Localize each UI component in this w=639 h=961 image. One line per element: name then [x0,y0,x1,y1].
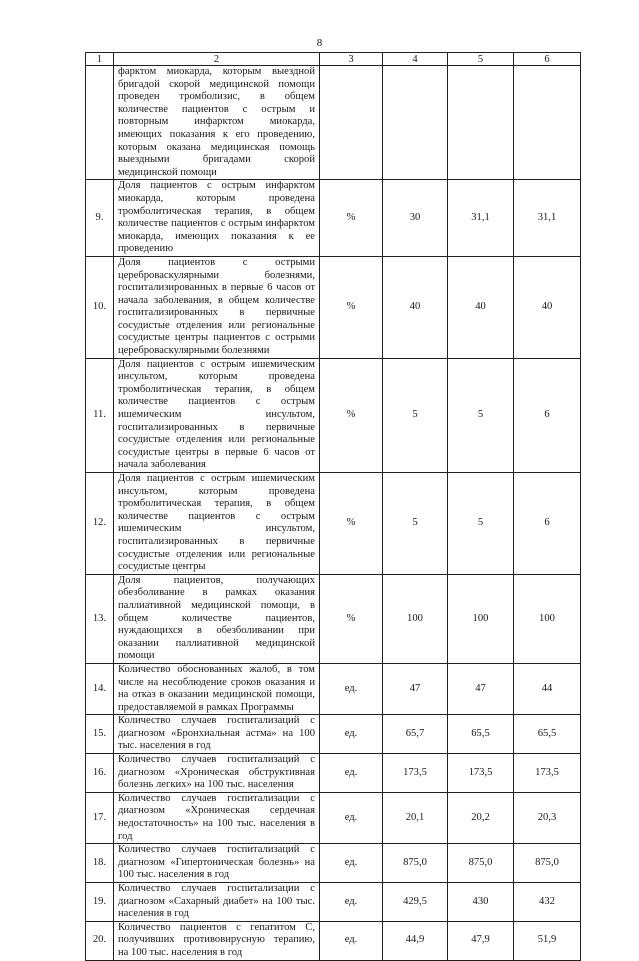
value-year-1: 5 [383,358,448,472]
indicator-description: Доля пациентов с острым ишемическим инсультом, которым проведена тромболитическая терапия, в общем количестве пациентов с острым ишемическим инсультом, госпитализированных в первичные сосудистые отделения или региональные сосудистые центры в первые 6 часов от начала заболевания [114,358,320,472]
value-year-3: 44 [514,663,581,714]
row-number: 11. [86,358,114,472]
indicator-description: Количество случаев госпитализаций с диагнозом «Хроническая обструктивная болезнь легких» на 100 тыс. населения [114,754,320,793]
table-row [86,844,581,883]
indicator-description: Доля пациентов с острым инфарктом миокарда, которым проведена тромболитическая терапия, в общем количестве пациентов с острым инфарктом миокарда, имеющих показания к ее проведению [114,180,320,257]
value-year-3: 31,1 [514,180,581,257]
table-row [86,358,581,472]
indicators-table [85,52,581,961]
unit-cell [320,66,383,180]
indicator-description: Количество случаев госпитализации с диагнозом «Хроническая сердечная недостаточность» на 100 тыс. населения в год [114,792,320,843]
column-header: 3 [320,53,383,66]
value-year-3: 20,3 [514,792,581,843]
row-number: 13. [86,574,114,663]
value-year-2: 40 [448,256,514,358]
table-row [86,473,581,575]
unit-cell: % [320,256,383,358]
value-year-2: 20,2 [448,792,514,843]
column-header: 5 [448,53,514,66]
value-year-2: 47,9 [448,921,514,960]
value-year-1 [383,66,448,180]
indicator-description: Количество пациентов с гепатитом С, получивших противовирусную терапию, на 100 тыс. населения в год [114,921,320,960]
value-year-3: 65,5 [514,715,581,754]
value-year-1: 5 [383,473,448,575]
indicator-description: Количество случаев госпитализации с диагнозом «Сахарный диабет» на 100 тыс. населения в год [114,883,320,922]
value-year-1: 429,5 [383,883,448,922]
table-row [86,715,581,754]
unit-cell: % [320,473,383,575]
indicator-description: Доля пациентов с острым ишемическим инсультом, которым проведена тромболитическая терапия, в общем количестве пациентов с острым ишемическим инсультом, госпитализированных в первичные сосудистые отделения или региональные сосудистые центры [114,473,320,575]
table-row [86,180,581,257]
value-year-3: 51,9 [514,921,581,960]
table-row [86,574,581,663]
page-number: 8 [316,37,323,49]
row-number: 17. [86,792,114,843]
value-year-3 [514,66,581,180]
value-year-3: 100 [514,574,581,663]
row-number: 18. [86,844,114,883]
indicator-description: Доля пациентов, получающих обезболивание в рамках оказания паллиативной медицинской помощи, в общем количестве пациентов, нуждающихся в обезболивании при оказании паллиативной медицинской помощи [114,574,320,663]
value-year-2: 100 [448,574,514,663]
row-number: 12. [86,473,114,575]
unit-cell: ед. [320,715,383,754]
value-year-3: 40 [514,256,581,358]
value-year-3: 6 [514,473,581,575]
unit-cell: ед. [320,883,383,922]
column-header: 1 [86,53,114,66]
value-year-3: 875,0 [514,844,581,883]
table-row [86,66,581,180]
table-row [86,256,581,358]
column-header: 4 [383,53,448,66]
value-year-2: 47 [448,663,514,714]
row-number: 15. [86,715,114,754]
table-header-row [86,53,581,66]
value-year-2: 875,0 [448,844,514,883]
value-year-1: 20,1 [383,792,448,843]
indicator-description: Количество случаев госпитализаций с диагнозом «Гипертоническая болезнь» на 100 тыс. населения в год [114,844,320,883]
unit-cell: ед. [320,754,383,793]
unit-cell: % [320,180,383,257]
value-year-3: 173,5 [514,754,581,793]
value-year-1: 875,0 [383,844,448,883]
row-number: 16. [86,754,114,793]
value-year-2: 430 [448,883,514,922]
indicator-description: Количество случаев госпитализаций с диагнозом «Бронхиальная астма» на 100 тыс. населения в год [114,715,320,754]
value-year-3: 6 [514,358,581,472]
unit-cell: % [320,358,383,472]
unit-cell: ед. [320,663,383,714]
value-year-3: 432 [514,883,581,922]
indicator-description: фарктом миокарда, которым выездной бригадой скорой медицинской помощи проведен тромболизис, в общем количестве пациентов с острым и повторным инфарктом миокарда, имеющих показания к его проведению, которым оказана медицинская помощь выездными бригадами скорой медицинской помощи [114,66,320,180]
unit-cell: ед. [320,792,383,843]
value-year-2 [448,66,514,180]
unit-cell: % [320,574,383,663]
table-row [86,792,581,843]
table-row [86,921,581,960]
value-year-1: 44,9 [383,921,448,960]
indicator-description: Количество обоснованных жалоб, в том числе на несоблюдение сроков оказания и на отказ в оказании медицинской помощи, предоставляемой в рамках Программы [114,663,320,714]
value-year-1: 47 [383,663,448,714]
row-number [86,66,114,180]
unit-cell: ед. [320,921,383,960]
table-row [86,754,581,793]
row-number: 10. [86,256,114,358]
table-row [86,883,581,922]
value-year-2: 31,1 [448,180,514,257]
indicator-description: Доля пациентов с острыми цереброваскулярными болезнями, госпитализированных в первые 6 часов от начала заболевания, в общем количестве госпитализированных в первичные сосудистые отделения или региональные сосудистые центры пациентов с острыми цереброваскулярными болезнями [114,256,320,358]
value-year-2: 5 [448,358,514,472]
unit-cell: ед. [320,844,383,883]
value-year-2: 173,5 [448,754,514,793]
value-year-1: 40 [383,256,448,358]
value-year-1: 65,7 [383,715,448,754]
row-number: 14. [86,663,114,714]
value-year-2: 5 [448,473,514,575]
table-row [86,663,581,714]
row-number: 19. [86,883,114,922]
value-year-1: 100 [383,574,448,663]
value-year-1: 30 [383,180,448,257]
value-year-1: 173,5 [383,754,448,793]
column-header: 6 [514,53,581,66]
value-year-2: 65,5 [448,715,514,754]
column-header: 2 [114,53,320,66]
row-number: 9. [86,180,114,257]
row-number: 20. [86,921,114,960]
